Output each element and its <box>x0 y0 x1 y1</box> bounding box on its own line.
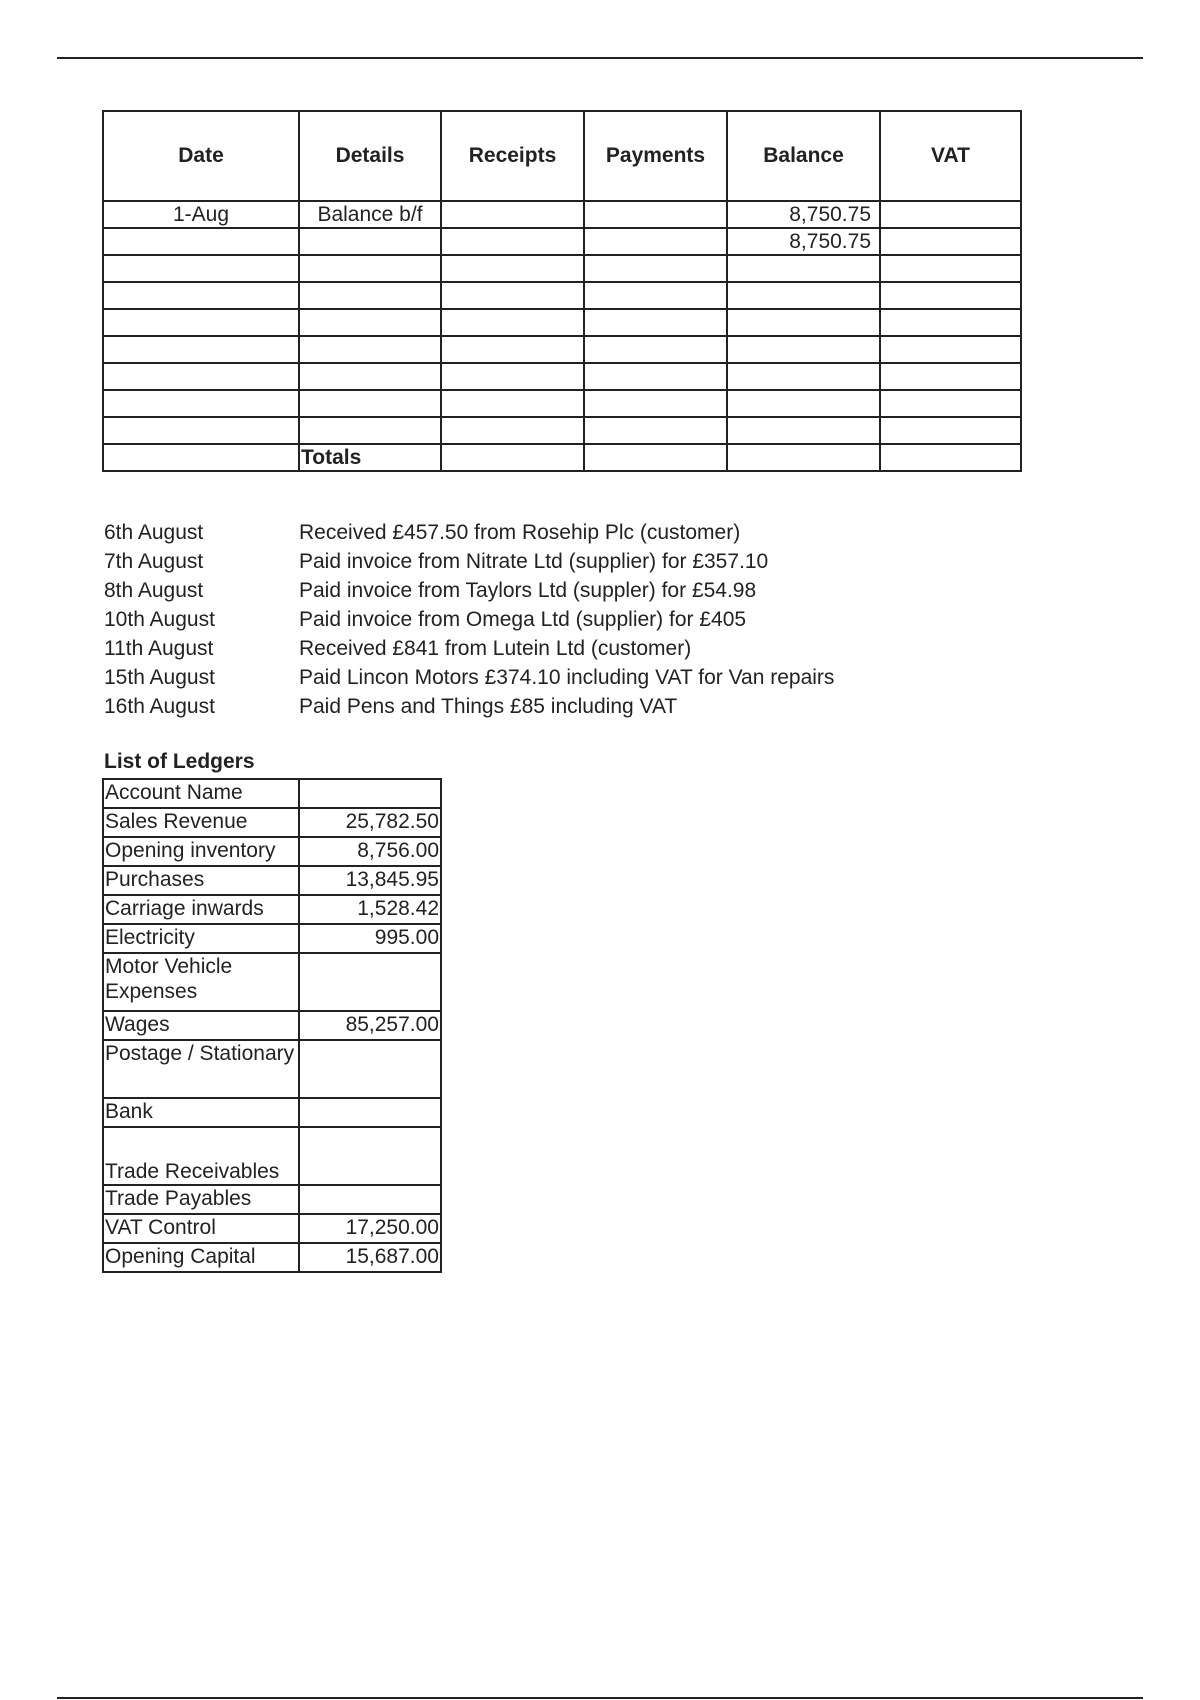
cell-receipts <box>441 336 584 363</box>
cash-book-row <box>103 336 1021 363</box>
cell-payments <box>584 228 727 255</box>
transaction-text: Paid Pens and Things £85 including VAT <box>299 695 678 718</box>
cell-balance <box>727 255 880 282</box>
transaction-date: 8th August <box>104 579 204 602</box>
cell-vat <box>880 228 1021 255</box>
ledger-account-name: Purchases <box>103 866 299 895</box>
transaction-item <box>104 663 1004 692</box>
cell-vat <box>880 201 1021 228</box>
cell-vat <box>880 363 1021 390</box>
transaction-date: 15th August <box>104 666 215 689</box>
cash-book-row <box>103 228 1021 255</box>
ledger-account-name: Motor Vehicle Expenses <box>103 953 299 1011</box>
bottom-rule <box>57 1697 1143 1699</box>
ledger-account-value: 85,257.00 <box>299 1011 441 1040</box>
cell-balance <box>727 282 880 309</box>
cell-date <box>103 363 299 390</box>
transaction-date: 7th August <box>104 550 204 573</box>
ledger-account-name: Opening Capital <box>103 1243 299 1272</box>
cash-book-row <box>103 201 1021 228</box>
cell-details <box>299 363 441 390</box>
cell-date: 1-Aug <box>103 201 299 228</box>
cell-date <box>103 390 299 417</box>
ledger-account-value <box>299 953 441 1011</box>
cash-book-row <box>103 309 1021 336</box>
totals-cell-receipts <box>441 444 584 471</box>
ledger-account-value <box>299 1127 441 1185</box>
cash-book-row <box>103 282 1021 309</box>
ledger-row <box>103 953 441 1011</box>
cash-book-row <box>103 363 1021 390</box>
cell-vat <box>880 336 1021 363</box>
cell-vat <box>880 390 1021 417</box>
cell-payments <box>584 390 727 417</box>
header-balance: Balance <box>727 111 880 201</box>
header-date: Date <box>103 111 299 201</box>
cell-vat <box>880 417 1021 444</box>
cell-details <box>299 336 441 363</box>
ledger-account-name: Opening inventory <box>103 837 299 866</box>
ledger-row <box>103 1127 441 1185</box>
transaction-item <box>104 605 1004 634</box>
ledger-row <box>103 1011 441 1040</box>
cell-vat <box>880 282 1021 309</box>
cell-payments <box>584 309 727 336</box>
header-receipts: Receipts <box>441 111 584 201</box>
cell-date <box>103 228 299 255</box>
transaction-text: Received £841 from Lutein Ltd (customer) <box>299 637 692 660</box>
cell-balance <box>727 417 880 444</box>
cell-receipts <box>441 255 584 282</box>
cell-receipts <box>441 309 584 336</box>
ledger-account-value: 15,687.00 <box>299 1243 441 1272</box>
cell-payments <box>584 336 727 363</box>
cell-balance <box>727 390 880 417</box>
ledger-account-name: Bank <box>103 1098 299 1127</box>
cell-vat <box>880 309 1021 336</box>
ledger-account-value: 8,756.00 <box>299 837 441 866</box>
ledger-account-value <box>299 1040 441 1098</box>
ledger-row <box>103 866 441 895</box>
transaction-item <box>104 576 1004 605</box>
cell-details <box>299 228 441 255</box>
header-vat: VAT <box>880 111 1021 201</box>
ledger-account-name: Account Name <box>103 779 299 808</box>
ledger-account-name: Trade Payables <box>103 1185 299 1214</box>
cell-payments <box>584 255 727 282</box>
ledger-row <box>103 808 441 837</box>
ledger-account-value: 13,845.95 <box>299 866 441 895</box>
ledger-row <box>103 1243 441 1272</box>
cell-details <box>299 309 441 336</box>
transaction-text: Paid Lincon Motors £374.10 including VAT for Van repairs <box>299 666 835 689</box>
ledger-account-value: 25,782.50 <box>299 808 441 837</box>
totals-label: Totals <box>299 444 441 471</box>
header-details: Details <box>299 111 441 201</box>
transaction-text: Paid invoice from Taylors Ltd (suppler) for £54.98 <box>299 579 757 602</box>
cell-receipts <box>441 363 584 390</box>
cell-balance: 8,750.75 <box>727 228 880 255</box>
cell-receipts <box>441 201 584 228</box>
cell-payments <box>584 363 727 390</box>
ledger-row <box>103 1214 441 1243</box>
cell-date <box>103 309 299 336</box>
cash-book-table <box>102 110 1022 472</box>
cell-balance: 8,750.75 <box>727 201 880 228</box>
cell-details <box>299 255 441 282</box>
cell-date <box>103 417 299 444</box>
cash-book-row <box>103 390 1021 417</box>
ledger-account-name: Trade Receivables <box>103 1127 299 1185</box>
cell-receipts <box>441 228 584 255</box>
transaction-item <box>104 547 1004 576</box>
cell-details <box>299 390 441 417</box>
cell-receipts <box>441 390 584 417</box>
ledger-row <box>103 924 441 953</box>
ledger-row <box>103 837 441 866</box>
ledger-row <box>103 895 441 924</box>
top-rule <box>57 57 1143 59</box>
cash-book-totals-row <box>103 444 1021 471</box>
cell-details <box>299 282 441 309</box>
transaction-date: 16th August <box>104 695 215 718</box>
cell-vat <box>880 255 1021 282</box>
totals-cell-payments <box>584 444 727 471</box>
transaction-date: 10th August <box>104 608 215 631</box>
cell-date <box>103 255 299 282</box>
ledger-table <box>102 778 442 1273</box>
ledger-account-value: 995.00 <box>299 924 441 953</box>
transaction-list <box>104 518 1004 721</box>
transaction-item <box>104 634 1004 663</box>
ledger-account-value <box>299 779 441 808</box>
cell-details <box>299 417 441 444</box>
transaction-text: Received £457.50 from Rosehip Plc (customer) <box>299 521 741 544</box>
transaction-date: 6th August <box>104 521 204 544</box>
ledger-account-name: Sales Revenue <box>103 808 299 837</box>
ledger-list-title: List of Ledgers <box>104 750 255 773</box>
ledger-account-name: Postage / Stationary <box>103 1040 299 1098</box>
ledger-account-name: Wages <box>103 1011 299 1040</box>
ledger-row <box>103 1098 441 1127</box>
ledger-account-name: Electricity <box>103 924 299 953</box>
cell-date <box>103 336 299 363</box>
cell-receipts <box>441 282 584 309</box>
ledger-account-value: 17,250.00 <box>299 1214 441 1243</box>
ledger-row <box>103 1185 441 1214</box>
cell-receipts <box>441 417 584 444</box>
totals-cell-balance <box>727 444 880 471</box>
totals-cell-vat <box>880 444 1021 471</box>
transaction-item <box>104 692 1004 721</box>
cell-balance <box>727 336 880 363</box>
cell-details: Balance b/f <box>299 201 441 228</box>
ledger-account-name: VAT Control <box>103 1214 299 1243</box>
totals-cell-date <box>103 444 299 471</box>
cash-book-row <box>103 417 1021 444</box>
ledger-account-value <box>299 1098 441 1127</box>
cell-balance <box>727 363 880 390</box>
transaction-text: Paid invoice from Omega Ltd (supplier) for £405 <box>299 608 747 631</box>
cell-balance <box>727 309 880 336</box>
header-payments: Payments <box>584 111 727 201</box>
cash-book-header-row <box>103 111 1021 201</box>
transaction-text: Paid invoice from Nitrate Ltd (supplier) for £357.10 <box>299 550 769 573</box>
ledger-account-name: Carriage inwards <box>103 895 299 924</box>
cell-payments <box>584 282 727 309</box>
cell-payments <box>584 417 727 444</box>
cell-date <box>103 282 299 309</box>
cash-book-row <box>103 255 1021 282</box>
ledger-row <box>103 779 441 808</box>
ledger-row <box>103 1040 441 1098</box>
cell-payments <box>584 201 727 228</box>
transaction-item <box>104 518 1004 547</box>
ledger-account-value <box>299 1185 441 1214</box>
ledger-account-value: 1,528.42 <box>299 895 441 924</box>
transaction-date: 11th August <box>104 637 214 660</box>
